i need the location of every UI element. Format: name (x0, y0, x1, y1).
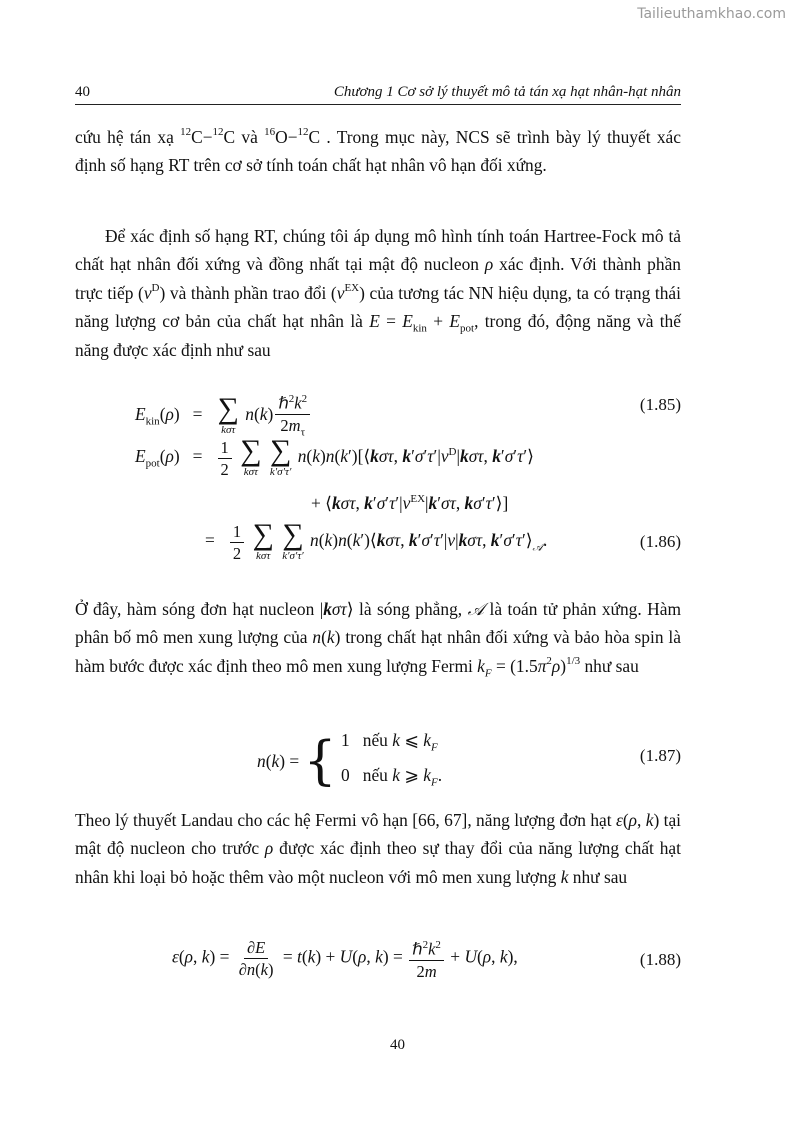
footer-page-number: 40 (390, 1037, 405, 1053)
eq-kinetic-energy: $E_{kin}(\rho)$ = ∑ kστ n(k) $\frac{\hbar^2k^2}{2m_\tau}$ (135, 390, 312, 442)
running-header (75, 84, 681, 104)
math-rho: ρ (264, 838, 274, 859)
paragraph-1: cứu hệ tán xạ $^{12}$C−$^{12}$C và $^{16}$O−$^{12}$C . Trong mục này, NCS sẽ trình bày lý thuyết xác định số hạng RT trên cơ sở tính toán chất hạt nhân vô hạn đối xứng. (75, 126, 681, 176)
equation-number: (1.87) (639, 746, 681, 765)
paragraph-4: Theo lý thuyết Landau cho các hệ Fermi vô hạn [66, 67], năng lượng đơn hạt ε(ρ, k) tại mật độ nucleon cho trước ρ được xác định theo sự thay đổi của năng lượng chất hạt nhân khi loại bỏ hoặc thêm vào một nucleon với mô men xung lượng k như sau (75, 810, 681, 887)
header-page-number: 40 (75, 84, 90, 100)
math-kF: $k_F = (1.5\pi^2\rho)^{1/3}$ (477, 655, 581, 680)
equation-number: (1.86) (639, 532, 681, 551)
equation-1-87 (75, 726, 681, 792)
eq-antisymmetrized: = $\frac{1}{2}$ ∑ kστ ∑ k′σ′τ′ n(k)n(k′)⟨kστ, k′σ′τ′|v|kστ, $k'\sigma'\tau'⟩_𝒜$. (205, 518, 548, 563)
math-vD: $v^D$ (143, 282, 160, 303)
equation-1-86 (75, 434, 681, 577)
equation-number: (1.85) (639, 395, 681, 414)
eq-step-function: n(k) = { 1 nếu k ⩽ $k_F$ 0 nếu k ⩾ $k_F$. (257, 730, 443, 792)
math-nk: n(k) (312, 627, 341, 648)
equation-1-88 (75, 936, 681, 992)
watermark: Tailieuthamkhao.com (637, 6, 786, 22)
equation-number: (1.88) (639, 950, 681, 969)
math-epsilon: ε(ρ, k) (615, 810, 660, 830)
paragraph-3: Ở đây, hàm sóng đơn hạt nucleon |kστ⟩ là sóng phẳng, 𝒜 là toán tử phản xứng. Hàm phân bố mô men xung lượng của n(k) trong chất hạt nhân đối xứng và bảo hòa spin là hàm bước được xác định theo mô men xung lượng Fermi $k_F = (1.5\pi^2\rho)^{1/3}$ như sau (75, 599, 681, 680)
eq-potential-energy: $E_{pot}(\rho)$ = $\frac{1}{2}$ ∑ kστ ∑ k′σ′τ′ n(k)n(k′)[⟨kστ, $k'\sigma'\tau'|v^D|k\sigma\tau$, k′σ′τ′⟩ (135, 434, 534, 479)
math-rho: ρ (484, 254, 494, 275)
header-rule (75, 104, 681, 105)
eq-single-particle-energy: ε(ρ, k) = $\frac{\partial E}{\partial n(k)}$ = t(k) + U(ρ, k) = $\frac{\hbar^2k^2}{2m}$ + U(ρ, k), (172, 937, 518, 981)
eq-exchange-term: + ⟨kστ, $k'\sigma'\tau'|v^{EX}|k'\sigma\tau$, kσ′τ′⟩] (311, 493, 509, 513)
math-ket: |kστ⟩ (319, 599, 354, 619)
paragraph-2: Để xác định số hạng RT, chúng tôi áp dụng mô hình tính toán Hartree-Fock mô tả chất hạt nhân đối xứng và đồng nhất tại mật độ nucleon ρ xác định. Với thành phần trực tiếp $(v^D)$ và thành phần trao đổi $(v^{EX})$ của tương tác NN hiệu dụng, ta có trạng thái năng lượng cơ bản của chất hạt nhân là $E = E_{kin} + E_{pot}$, trong đó, động năng và thế năng được xác định như sau (75, 226, 681, 360)
equation-1-85 (75, 382, 681, 438)
math-vEX: $v^{EX}$ (336, 282, 360, 303)
math-k: k (560, 866, 569, 887)
math-energy-sum: $E = E_{kin} + E_{pot}$ (369, 311, 475, 335)
math-A: 𝒜 (467, 599, 485, 619)
header-chapter-title: Chương 1 Cơ sở lý thuyết mô tả tán xạ hạt nhân-hạt nhân (333, 84, 681, 100)
math-reaction: $^{12}$C−$^{12}$C và $^{16}$O−$^{12}$C (180, 126, 321, 147)
